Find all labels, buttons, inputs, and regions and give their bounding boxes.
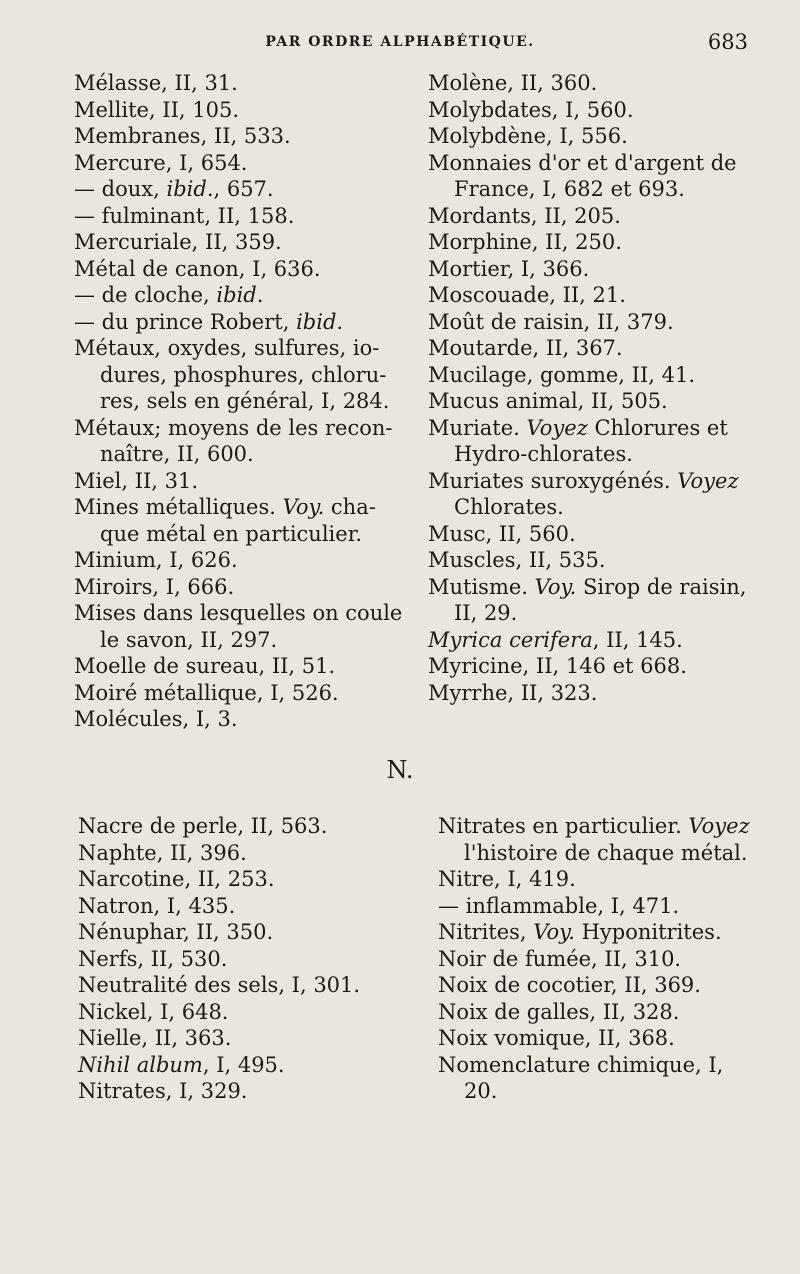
index-entry: Muscles, II, 535.: [428, 548, 606, 572]
index-entry: Nacre de perle, II, 563.: [78, 814, 328, 838]
index-entry: Moelle de sureau, II, 51.: [74, 654, 336, 678]
index-entry: Minium, I, 626.: [74, 548, 238, 572]
index-subentry: — doux, ibid., 657.: [74, 177, 274, 201]
n-entries-left-column: [78, 813, 360, 1105]
index-entry: Nickel, I, 648.: [78, 999, 229, 1024]
index-entry: Neutralité des sels, I, 301.: [78, 973, 361, 997]
index-entry-continuation: le savon, II, 297.: [100, 627, 278, 652]
index-entry: Musc, II, 560.: [428, 521, 576, 546]
index-entry-continuation: Hydro-chlorates.: [454, 442, 633, 466]
index-entry: Mélasse, II, 31.: [74, 71, 238, 95]
index-entry: Molécules, I, 3.: [74, 707, 238, 731]
index-entry: Naphte, II, 396.: [78, 840, 247, 865]
m-entries-right-column: [428, 70, 746, 706]
index-entry: Moût de raisin, II, 379.: [428, 309, 674, 334]
index-entry: Nomenclature chimique, I,: [438, 1052, 724, 1077]
index-entry: Muriates suroxygénés. Voyez: [428, 468, 739, 493]
running-title: PAR ORDRE ALPHABÉTIQUE.: [265, 34, 535, 50]
index-entry: Mises dans lesquelles on coule: [74, 601, 403, 625]
index-entry: Molybdène, I, 556.: [428, 124, 628, 148]
n-entries-right-column: [438, 813, 750, 1105]
index-entry: Nitre, I, 419.: [438, 867, 576, 891]
index-subentry: — du prince Robert, ibid.: [74, 309, 344, 334]
index-entry: Mercuriale, II, 359.: [74, 230, 282, 254]
index-subentry: — inflammable, I, 471.: [438, 893, 680, 918]
index-subentry: — fulminant, II, 158.: [74, 203, 295, 228]
index-entry: Nitrates, I, 329.: [78, 1079, 248, 1103]
index-entry: Moscouade, II, 21.: [428, 283, 626, 307]
index-entry-continuation: France, I, 682 et 693.: [454, 177, 685, 201]
index-entry: Molène, II, 360.: [428, 71, 598, 95]
index-entry: Nitrates en particulier. Voyez: [438, 814, 750, 838]
index-entry: Moutarde, II, 367.: [428, 336, 623, 360]
index-entry: Miel, II, 31.: [74, 468, 199, 493]
index-entry: Natron, I, 435.: [78, 893, 236, 918]
index-entry: Morphine, II, 250.: [428, 230, 622, 254]
index-entry: Mellite, II, 105.: [74, 97, 239, 122]
index-entry: Nielle, II, 363.: [78, 1026, 232, 1050]
index-entry: Métaux; moyens de les recon-: [74, 415, 393, 440]
index-entry: Nitrites, Voy. Hyponitrites.: [438, 920, 722, 944]
index-entry: Moiré métallique, I, 526.: [74, 680, 339, 705]
index-entry: Mercure, I, 654.: [74, 150, 248, 175]
index-entry: Monnaies d'or et d'argent de: [428, 150, 737, 175]
index-entry: Molybdates, I, 560.: [428, 97, 634, 122]
index-entry: Nihil album, I, 495.: [78, 1052, 285, 1077]
index-entry: Métaux, oxydes, sulfures, io-: [74, 336, 380, 360]
index-entry: Noir de fumée, II, 310.: [438, 946, 682, 971]
index-entry-continuation: l'histoire de chaque métal.: [464, 840, 748, 865]
index-entry-continuation: naître, II, 600.: [100, 442, 254, 466]
index-entry-continuation: res, sels en général, I, 284.: [100, 389, 390, 413]
index-entry: Mucilage, gomme, II, 41.: [428, 362, 695, 387]
index-entry: Mordants, II, 205.: [428, 203, 621, 228]
index-entry: Narcotine, II, 253.: [78, 867, 275, 891]
index-entry-continuation: 20.: [464, 1079, 498, 1103]
m-entries-left-column: [74, 70, 402, 733]
index-entry: Mucus animal, II, 505.: [428, 389, 668, 413]
index-entry: Myrrhe, II, 323.: [428, 680, 598, 705]
index-entry: Nénuphar, II, 350.: [78, 920, 274, 944]
index-entry: Noix de cocotier, II, 369.: [438, 973, 701, 997]
section-heading: N.: [386, 756, 414, 784]
index-entry-continuation: Chlorates.: [454, 495, 564, 519]
index-entry-continuation: II, 29.: [454, 601, 518, 625]
index-entry: Mutisme. Voy. Sirop de raisin,: [428, 574, 747, 599]
index-entry: Noix de galles, II, 328.: [438, 999, 680, 1024]
index-entry: Membranes, II, 533.: [74, 124, 291, 148]
index-entry: Miroirs, I, 666.: [74, 574, 235, 599]
index-subentry: — de cloche, ibid.: [74, 283, 264, 307]
index-entry: Nerfs, II, 530.: [78, 946, 228, 971]
page-number: 683: [707, 30, 748, 54]
index-entry: Muriate. Voyez Chlorures et: [428, 415, 728, 440]
index-entry-continuation: que métal en particulier.: [100, 521, 363, 546]
index-entry: Mortier, I, 366.: [428, 256, 590, 281]
index-entry: Myrica cerifera, II, 145.: [428, 627, 683, 652]
index-entry: Noix vomique, II, 368.: [438, 1026, 675, 1050]
index-entry-continuation: dures, phosphures, chloru-: [100, 362, 387, 387]
index-entry: Myricine, II, 146 et 668.: [428, 654, 687, 678]
index-entry: Mines métalliques. Voy. cha-: [74, 495, 376, 519]
index-entry: Métal de canon, I, 636.: [74, 256, 321, 281]
